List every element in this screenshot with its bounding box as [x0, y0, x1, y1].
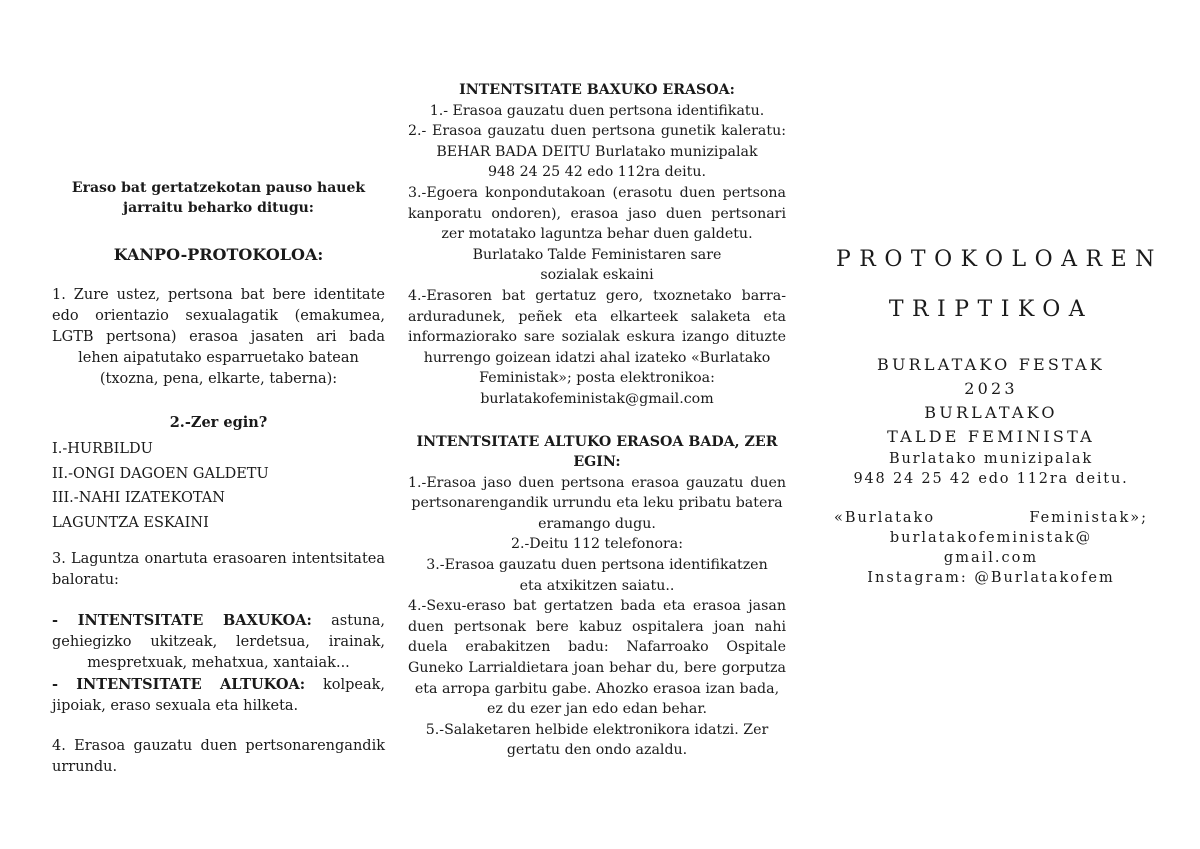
low-step-4-body: 4.-Erasoren bat gertatuz gero, txoznetako barra-arduradunek, peñek eta elkarteek salaketa eta informaziorako sare sozialak eskura izango dituzte hurrengo goizean idatzi ahal izateko «Burlatako	[408, 287, 786, 366]
high-step-3-tail: eta atxikitzen saiatu..	[519, 577, 675, 594]
steps-list	[52, 437, 385, 535]
org-line-1: BURLATAKO	[924, 403, 1058, 422]
low-step-4	[408, 286, 786, 410]
year-label: 2023	[964, 379, 1018, 398]
low-step-2-phone: 948 24 25 42 edo 112ra deitu.	[487, 164, 706, 181]
low-intensity-label: - INTENTSITATE BAXUKOA:	[52, 612, 312, 629]
high-step-4-body: 4.-Sexu-eraso bat gertatzen bada eta erasoa jasan duen pertsonak bere kabuz ospitalera joan nahi duela erabakitzen badu: Nafarroako Ospitale Guneko Larrialdietara joan behar du, bere gorputza eta arropa garbitu gabe. Ahozko erasoa izan bada,	[408, 598, 786, 697]
high-step-1-body: 1.-Erasoa jaso duen pertsona erasoa gauzatu duen pertsonarengandik urrundu eta leku pribatu batera	[408, 474, 786, 512]
low-step-3-line2: Burlatako Talde Feministaren sare	[472, 246, 722, 263]
kanpo-protokoloa-heading: KANPO-PROTOKOLOA:	[113, 245, 324, 264]
high-step-5-tail: gertatu den ondo azaldu.	[506, 742, 688, 759]
low-step-3-body: 3.-Egoera konpondutakoan (erasotu duen pertsona kanporatu ondoren), erasoa jaso duen pertsonari zer motatako laguntza behar duen galdetu.	[408, 184, 786, 243]
high-intensity-body: kolpeak, jipoiak, eraso sexuala eta hilketa.	[52, 677, 386, 714]
high-intensity-heading: INTENTSITATE ALTUKO ERASOA BADA, ZER EGIN:	[416, 433, 778, 471]
low-step-3	[408, 183, 786, 286]
high-step-1-tail: eramango dugu.	[538, 515, 656, 532]
low-step-4-line2: Feministak»; posta elektronikoa:	[479, 370, 715, 387]
low-intensity-body: astuna, gehiegizko ukitzeak, lerdetsua, irainak, mespretxuak, mehatxua, xantaiak...	[52, 613, 385, 671]
step-1: I.-HURBILDU	[52, 441, 153, 457]
high-step-5-body: 5.-Salaketaren helbide elektronikora idatzi. Zer	[425, 721, 769, 738]
item-1-body: 1. Zure ustez, pertsona bat bere identitate edo orientazio sexualagatik (emakumea, LGTB pertsona) erasoa jasaten ari bada lehen aipatutako esparruetako batean	[52, 287, 385, 366]
high-intensity-text	[52, 674, 385, 717]
item-1-tail: (txozna, pena, elkarte, taberna):	[99, 371, 338, 387]
title-line-2: TRIPTIKOA	[888, 297, 1094, 322]
low-step-2	[408, 121, 786, 183]
high-step-3	[408, 555, 786, 596]
org-line-2: TALDE FEMINISTA	[887, 427, 1095, 446]
high-step-5	[408, 720, 786, 761]
low-step-1: 1.- Erasoa gauzatu duen pertsona identifikatu.	[429, 102, 765, 119]
contact-name-a: «Burlatako	[834, 510, 936, 526]
contact-line	[826, 508, 1156, 528]
festak-label: BURLATAKO FESTAK	[877, 355, 1105, 374]
title-line-1: PROTOKOLOAREN	[836, 247, 1163, 272]
email-line-2: gmail.com	[943, 550, 1039, 566]
high-step-4	[408, 596, 786, 720]
step-4: LAGUNTZA ESKAINI	[52, 514, 209, 531]
item-4-text: 4. Erasoa gauzatu duen pertsonarengandik urrundu.	[52, 738, 385, 775]
item-1-text	[52, 285, 385, 390]
police-label: Burlatako munizipalak	[889, 451, 1093, 467]
item-2-heading: 2.-Zer egin?	[169, 414, 268, 431]
low-intensity-text	[52, 610, 385, 674]
right-panel	[826, 245, 1163, 588]
low-step-2-body: 2.- Erasoa gauzatu duen pertsona gunetik kaleratu: BEHAR BADA DEITU Burlatako munizipalak	[408, 123, 786, 160]
high-intensity-label: - INTENTSITATE ALTUKOA:	[52, 676, 306, 693]
high-step-2: 2.-Deitu 112 telefonora:	[510, 536, 684, 553]
low-step-4-email: burlatakofeministak@gmail.com	[480, 390, 714, 407]
middle-panel	[408, 80, 786, 761]
high-step-1	[408, 473, 786, 535]
high-step-4-tail: ez du ezer jan edo edan behar.	[486, 701, 708, 718]
item-3-text: 3. Laguntza onartuta erasoaren intentsitatea baloratu:	[52, 551, 385, 588]
low-step-3-line3: sozialak eskaini	[540, 267, 654, 284]
left-panel	[52, 178, 385, 778]
step-3: III.-NAHI IZATEKOTAN	[52, 490, 225, 506]
phone-label: 948 24 25 42 edo 112ra deitu.	[853, 471, 1129, 487]
contact-name-b: Feministak»;	[1029, 510, 1148, 526]
instagram-label: Instagram: @Burlatakofem	[867, 570, 1115, 586]
intro-text: Eraso bat gertatzekotan pauso hauek jarraitu beharko ditugu:	[71, 180, 366, 216]
low-intensity-heading: INTENTSITATE BAXUKO ERASOA:	[459, 82, 735, 98]
high-step-3-body: 3.-Erasoa gauzatu duen pertsona identifikatzen	[426, 557, 768, 574]
step-2: II.-ONGI DAGOEN GALDETU	[52, 465, 269, 482]
email-line-1: burlatakofeministak@	[889, 530, 1093, 546]
